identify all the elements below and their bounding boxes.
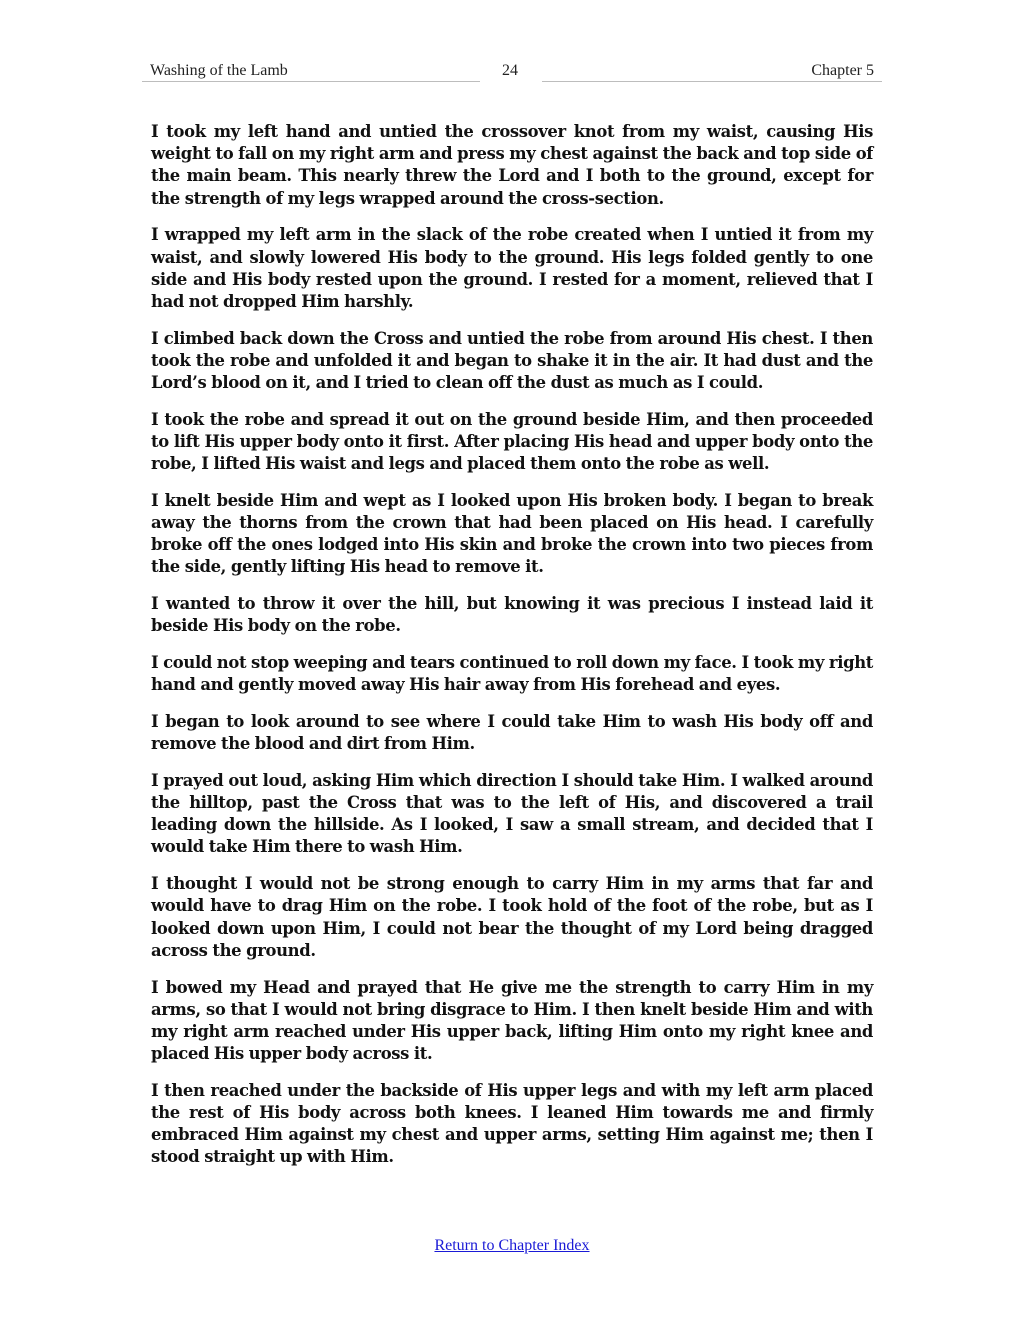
paragraph: I wanted to throw it over the hill, but knowing it was precious I instead laid it beside His body on the robe. bbox=[151, 594, 873, 636]
page-number: 24 bbox=[502, 62, 518, 79]
paragraph: I took the robe and spread it out on the ground beside Him, and then proceeded to lift His upper body onto it first. After placing His head and upper body onto the robe, I lifted His waist and legs and placed them onto the robe as well. bbox=[151, 409, 873, 474]
paragraph: I took my left hand and untied the crossover knot from my waist, causing His weight to fall on my right arm and press my chest against the back and top side of the main beam. This nearly threw the Lord and I both to the ground, except for the strength of my legs wrapped around the cross-section. bbox=[151, 122, 873, 208]
paragraph: I thought I would not be strong enough to carry Him in my arms that far and would have to drag Him on the robe. I took hold of the foot of the robe, but as I looked down upon Him, I could not bear the thought of my Lord being dragged across the ground. bbox=[151, 874, 873, 960]
page-header bbox=[150, 60, 874, 82]
header-divider-gap bbox=[480, 81, 542, 82]
return-to-chapter-index-link[interactable]: Return to Chapter Index bbox=[434, 1237, 590, 1254]
book-title: Washing of the Lamb bbox=[150, 62, 288, 79]
paragraph: I began to look around to see where I could take Him to wash His body off and remove the blood and dirt from Him. bbox=[151, 711, 873, 754]
paragraph: I then reached under the backside of His upper legs and with my left arm placed the rest of His body across both knees. I leaned Him towards me and firmly embraced Him against my chest and upper arms, setting Him against me; then I stood straight up with Him. bbox=[151, 1080, 873, 1167]
page-footer bbox=[0, 1237, 1024, 1255]
paragraph: I climbed back down the Cross and untied the robe from around His chest. I then took the robe and unfolded it and began to shake it in the air. It had dust and the Lord’s blood on it, and I tried to clean off the dust as much as I could. bbox=[151, 328, 873, 393]
paragraph: I wrapped my left arm in the slack of the robe created when I untied it from my waist, and slowly lowered His body to the ground. His legs folded gently to one side and His body rested upon the ground. I rested for a moment, relieved that I had not dropped Him harshly. bbox=[151, 225, 873, 311]
paragraph: I knelt beside Him and wept as I looked upon His broken body. I began to break away the thorns from the crown that had been placed on His head. I carefully broke off the ones lodged into His skin and broke the crown into two pieces from the side, gently lifting His head to remove it. bbox=[151, 490, 873, 577]
chapter-label: Chapter 5 bbox=[811, 62, 874, 79]
body-text bbox=[151, 121, 873, 1183]
paragraph: I bowed my Head and prayed that He give me the strength to carry Him in my arms, so that I would not bring disgrace to Him. I then knelt beside Him and with my right arm reached under His upper back, lifting Him onto my right knee and placed His upper body across it. bbox=[151, 977, 873, 1064]
paragraph: I could not stop weeping and tears continued to roll down my face. I took my right hand and gently moved away His hair away from His forehead and eyes. bbox=[151, 653, 873, 695]
paragraph: I prayed out loud, asking Him which direction I should take Him. I walked around the hilltop, past the Cross that was to the left of His, and discovered a trail leading down the hillside. As I looked, I saw a small stream, and decided that I would take Him there to wash Him. bbox=[151, 770, 873, 857]
